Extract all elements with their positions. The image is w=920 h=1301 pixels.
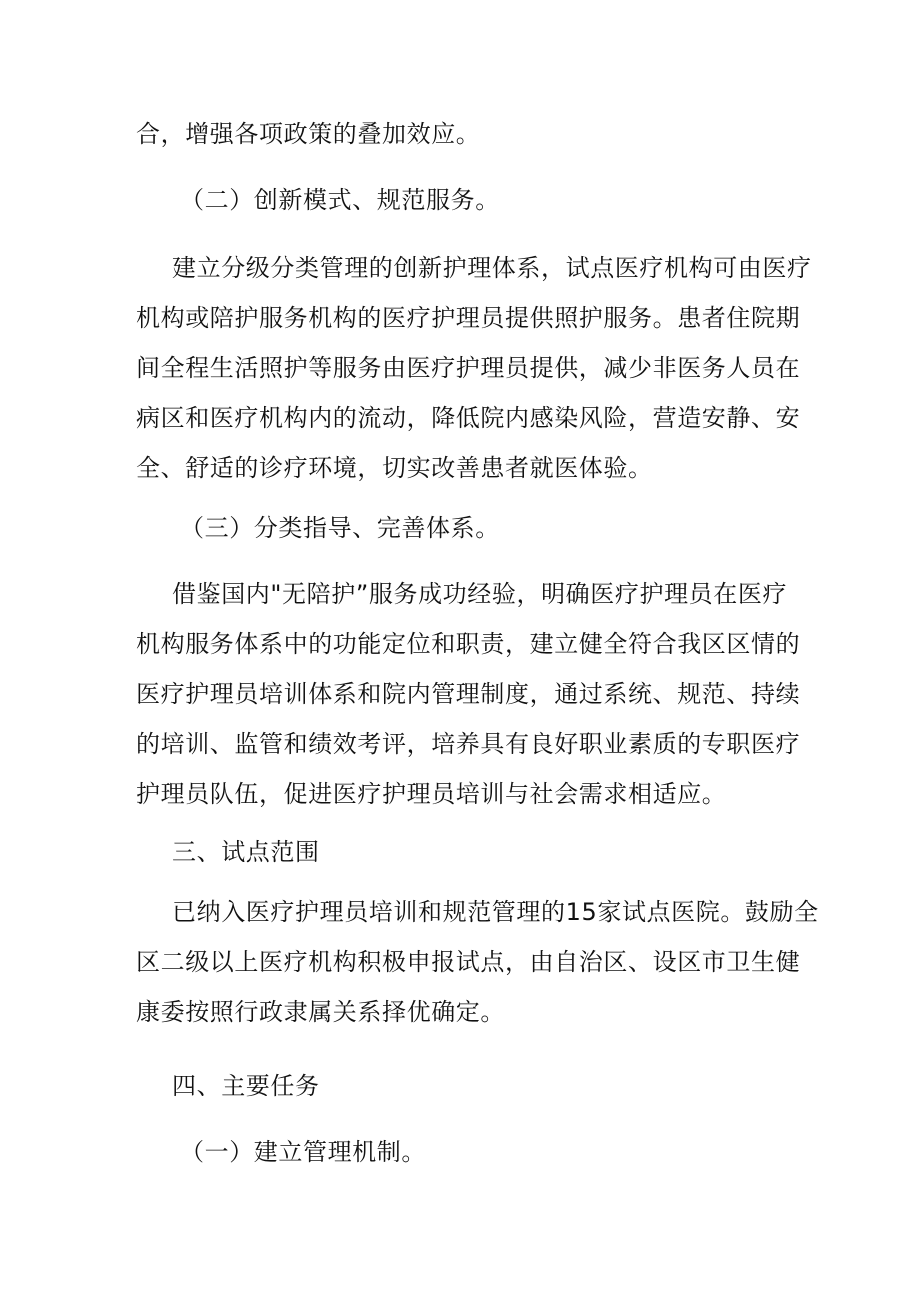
paragraph-line: 借鉴国内"无陪护”服务成功经验，明确医疗护理员在医疗 [172, 580, 788, 608]
paragraph-line: 全、舒适的诊疗环境，切实改善患者就医体验。 [136, 454, 653, 482]
paragraph-line: 机构或陪护服务机构的医疗护理员提供照护服务。患者住院期 [136, 304, 801, 332]
paragraph-line: 建立分级分类管理的创新护理体系，试点医疗机构可由医疗 [172, 254, 812, 282]
heading-main-tasks: 四、主要任务 [172, 1072, 320, 1100]
paragraph-line: 间全程生活照护等服务由医疗护理员提供，减少非医务人员在 [136, 354, 801, 382]
paragraph-line: 区二级以上医疗机构积极申报试点，由自治区、设区市卫生健 [136, 948, 801, 976]
paragraph-line: 康委按照行政隶属关系择优确定。 [136, 998, 505, 1026]
section-heading-1: （一）建立管理机制。 [180, 1138, 426, 1166]
paragraph-line: 医疗护理员培训体系和院内管理制度，通过系统、规范、持续 [136, 680, 801, 708]
paragraph-line: 护理员队伍，促进医疗护理员培训与社会需求相适应。 [136, 780, 727, 808]
paragraph-line: 机构服务体系中的功能定位和职责，建立健全符合我区区情的 [136, 630, 801, 658]
heading-pilot-scope: 三、试点范围 [172, 838, 320, 866]
paragraph-line: 病区和医疗机构内的流动，降低院内感染风险，营造安静、安 [136, 404, 801, 432]
section-heading-2: （二）创新模式、规范服务。 [180, 186, 500, 214]
paragraph-line: 的培训、监管和绩效考评，培养具有良好职业素质的专职医疗 [136, 730, 801, 758]
paragraph-line: 已纳入医疗护理员培训和规范管理的15家试点医院。鼓励全 [172, 898, 819, 926]
section-heading-3: （三）分类指导、完善体系。 [180, 514, 500, 542]
paragraph-line: 合，增强各项政策的叠加效应。 [136, 120, 481, 148]
